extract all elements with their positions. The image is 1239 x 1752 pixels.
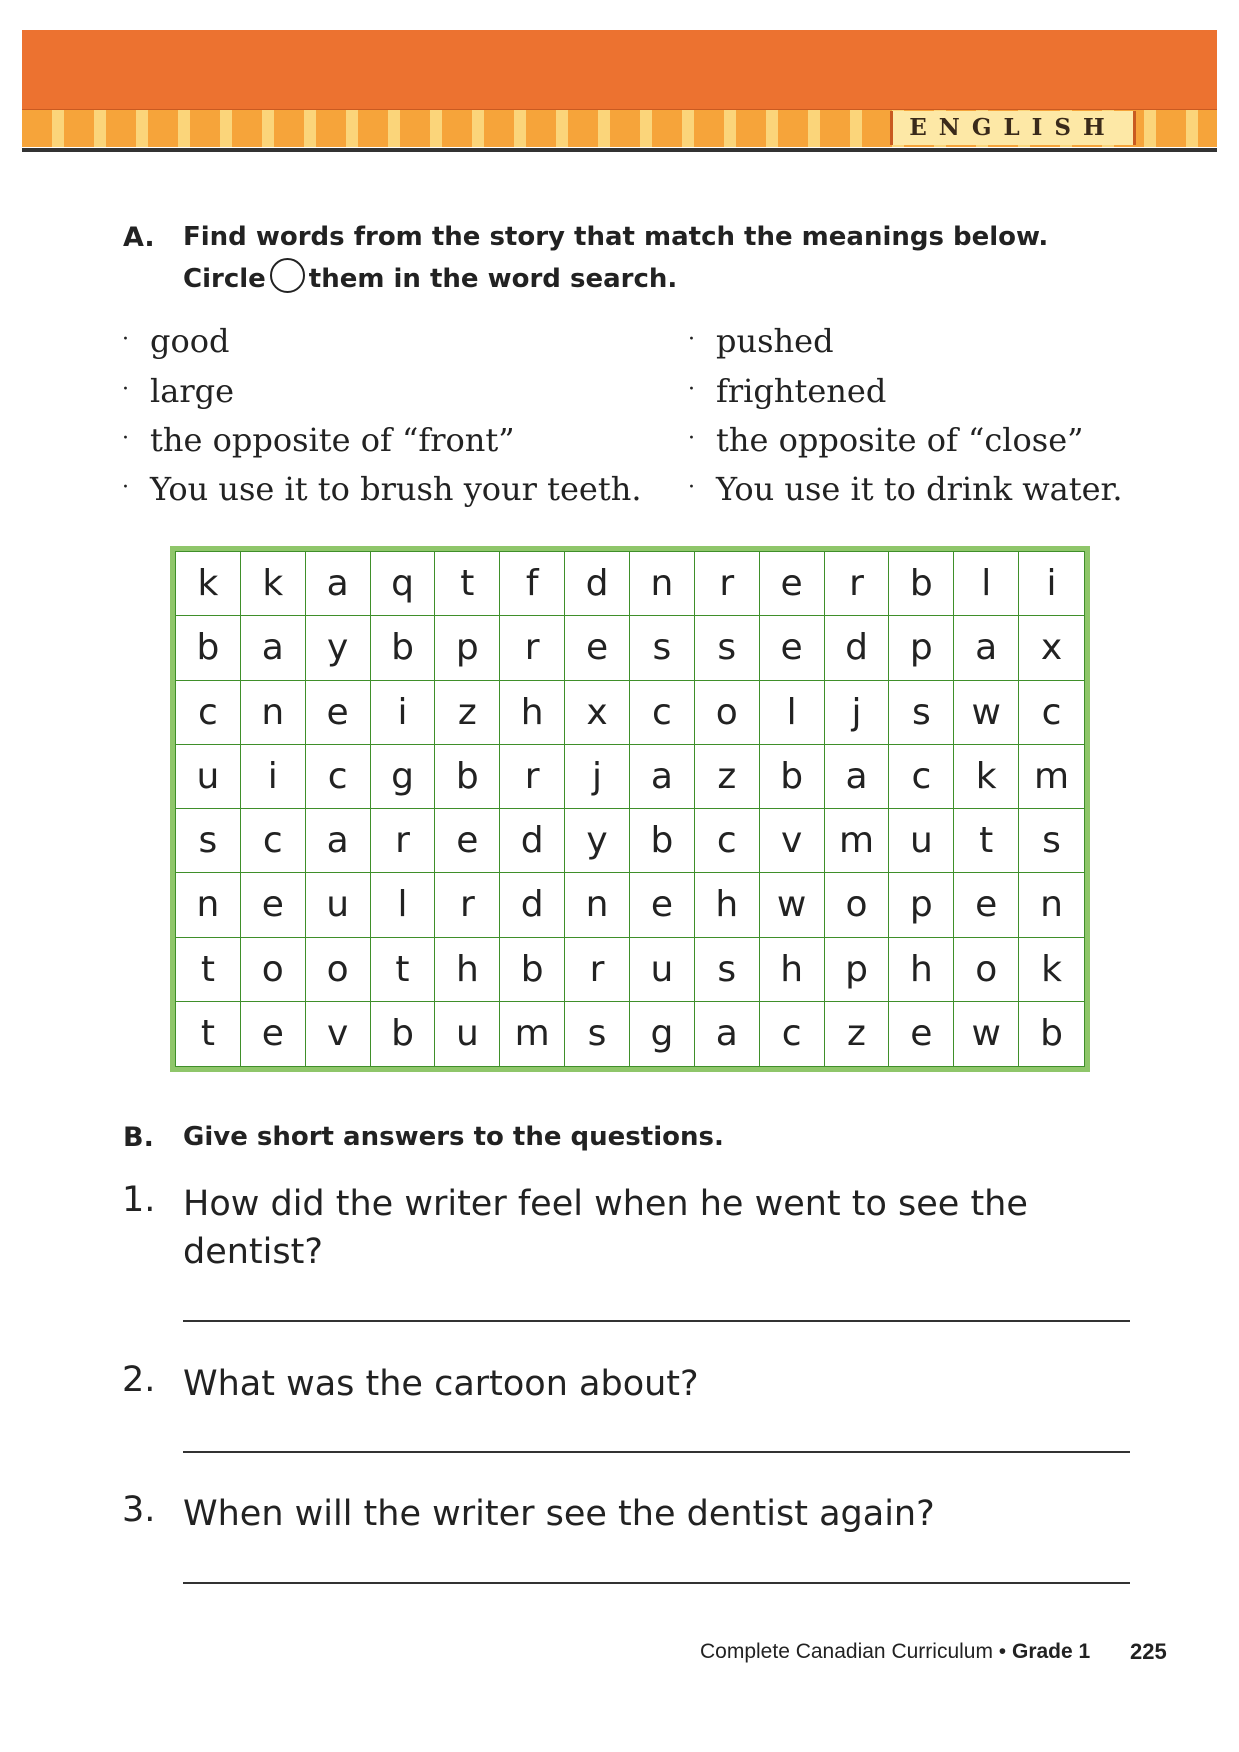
bullet-icon: · xyxy=(688,426,695,451)
grid-cell[interactable]: o xyxy=(306,938,371,1002)
grid-cell[interactable]: d xyxy=(565,552,630,616)
grid-cell[interactable]: k xyxy=(176,552,241,616)
grid-cell[interactable]: b xyxy=(760,745,825,809)
grid-cell[interactable]: p xyxy=(889,873,954,937)
clue-text: the opposite of “front” xyxy=(150,421,515,459)
grid-cell[interactable]: s xyxy=(695,938,760,1002)
grid-cell[interactable]: r xyxy=(825,552,890,616)
bullet-icon: · xyxy=(122,377,129,402)
grid-cell[interactable]: h xyxy=(500,681,565,745)
bullet-icon: · xyxy=(688,377,695,402)
grid-cell[interactable]: d xyxy=(825,616,890,680)
grid-cell[interactable]: r xyxy=(435,873,500,937)
grid-cell[interactable]: a xyxy=(630,745,695,809)
grid-cell[interactable]: n xyxy=(241,681,306,745)
grid-cell[interactable]: t xyxy=(371,938,436,1002)
bullet-icon: · xyxy=(688,475,695,500)
grid-cell[interactable]: u xyxy=(176,745,241,809)
grid-cell[interactable]: k xyxy=(954,745,1019,809)
grid-cell[interactable]: b xyxy=(176,616,241,680)
grid-cell[interactable]: r xyxy=(695,552,760,616)
clue-item xyxy=(122,372,234,410)
grid-cell[interactable]: s xyxy=(695,616,760,680)
section-a-letter: A. xyxy=(123,222,155,253)
grid-cell[interactable]: v xyxy=(760,809,825,873)
header-rule xyxy=(22,148,1217,152)
instruction-circle-word: Circle xyxy=(183,264,266,294)
grid-cell[interactable]: r xyxy=(500,745,565,809)
question-number: 1. xyxy=(122,1180,156,1220)
grid-cell[interactable]: v xyxy=(306,1002,371,1066)
grid-cell[interactable]: l xyxy=(954,552,1019,616)
grid-cell[interactable]: k xyxy=(241,552,306,616)
grid-cell[interactable]: o xyxy=(954,938,1019,1002)
section-b-instruction: Give short answers to the questions. xyxy=(183,1122,724,1152)
grid-cell[interactable]: n xyxy=(1019,873,1084,937)
circle-icon xyxy=(270,258,305,293)
word-search-grid xyxy=(175,551,1085,1067)
grid-cell[interactable]: w xyxy=(954,681,1019,745)
grid-cell[interactable]: n xyxy=(176,873,241,937)
grid-cell[interactable]: p xyxy=(889,616,954,680)
grid-cell[interactable]: t xyxy=(176,1002,241,1066)
grid-cell[interactable]: s xyxy=(565,1002,630,1066)
grid-cell[interactable]: c xyxy=(1019,681,1084,745)
grid-cell[interactable]: l xyxy=(760,681,825,745)
answer-line-2[interactable] xyxy=(183,1451,1130,1453)
grid-cell[interactable]: a xyxy=(954,616,1019,680)
grid-cell[interactable]: w xyxy=(760,873,825,937)
question-number: 3. xyxy=(122,1490,156,1530)
grid-cell[interactable]: e xyxy=(954,873,1019,937)
grid-cell[interactable]: t xyxy=(176,938,241,1002)
grid-cell[interactable]: l xyxy=(371,873,436,937)
grid-cell[interactable]: c xyxy=(306,745,371,809)
clue-text: You use it to brush your teeth. xyxy=(150,470,642,508)
clue-text: good xyxy=(150,322,230,360)
grid-cell[interactable]: k xyxy=(1019,938,1084,1002)
grid-cell[interactable]: s xyxy=(176,809,241,873)
grid-cell[interactable]: r xyxy=(565,938,630,1002)
grid-cell[interactable]: z xyxy=(695,745,760,809)
grid-cell[interactable]: m xyxy=(500,1002,565,1066)
grid-cell[interactable]: n xyxy=(565,873,630,937)
grid-cell[interactable]: b xyxy=(371,1002,436,1066)
grid-cell[interactable]: h xyxy=(695,873,760,937)
footer-grade: Grade 1 xyxy=(1012,1640,1091,1663)
grid-cell[interactable]: r xyxy=(500,616,565,680)
clue-item xyxy=(688,322,834,360)
clue-item xyxy=(688,372,886,410)
word-search-frame xyxy=(170,546,1090,1072)
grid-cell[interactable]: i xyxy=(1019,552,1084,616)
grid-cell[interactable]: f xyxy=(500,552,565,616)
grid-cell[interactable]: c xyxy=(176,681,241,745)
grid-cell[interactable]: q xyxy=(371,552,436,616)
grid-cell[interactable]: y xyxy=(565,809,630,873)
instruction-rest: them in the word search. xyxy=(308,264,678,294)
answer-line-1[interactable] xyxy=(183,1320,1130,1322)
grid-cell[interactable]: u xyxy=(435,1002,500,1066)
clue-item xyxy=(122,470,641,508)
grid-cell[interactable]: b xyxy=(500,938,565,1002)
grid-cell[interactable]: e xyxy=(241,1002,306,1066)
grid-cell[interactable]: b xyxy=(435,745,500,809)
grid-cell[interactable]: a xyxy=(241,616,306,680)
grid-cell[interactable]: w xyxy=(954,1002,1019,1066)
grid-cell[interactable]: i xyxy=(371,681,436,745)
grid-cell[interactable]: u xyxy=(630,938,695,1002)
grid-cell[interactable]: h xyxy=(435,938,500,1002)
bullet-icon: · xyxy=(122,475,129,500)
grid-cell[interactable]: m xyxy=(1019,745,1084,809)
grid-cell[interactable]: c xyxy=(630,681,695,745)
grid-cell[interactable]: e xyxy=(306,681,371,745)
question-number: 2. xyxy=(122,1360,156,1400)
grid-cell[interactable]: a xyxy=(306,809,371,873)
grid-cell[interactable]: e xyxy=(889,1002,954,1066)
grid-cell[interactable]: o xyxy=(241,938,306,1002)
grid-cell[interactable]: a xyxy=(825,745,890,809)
grid-cell[interactable]: u xyxy=(306,873,371,937)
grid-cell[interactable]: b xyxy=(371,616,436,680)
section-b-letter: B. xyxy=(123,1122,154,1153)
grid-cell[interactable]: r xyxy=(371,809,436,873)
grid-cell[interactable]: e xyxy=(630,873,695,937)
clue-item xyxy=(122,322,230,360)
grid-cell[interactable]: s xyxy=(630,616,695,680)
grid-cell[interactable]: c xyxy=(241,809,306,873)
grid-cell[interactable]: p xyxy=(825,938,890,1002)
grid-cell[interactable]: j xyxy=(565,745,630,809)
answer-line-3[interactable] xyxy=(183,1582,1130,1584)
grid-cell[interactable]: d xyxy=(500,809,565,873)
grid-cell[interactable]: s xyxy=(889,681,954,745)
bullet-icon: · xyxy=(122,327,129,352)
grid-cell[interactable]: s xyxy=(1019,809,1084,873)
header-banner xyxy=(22,30,1217,110)
subject-label: ENGLISH xyxy=(890,111,1136,145)
grid-cell[interactable]: e xyxy=(435,809,500,873)
grid-cell[interactable]: u xyxy=(889,809,954,873)
section-a-instruction-line2 xyxy=(183,258,677,294)
grid-cell[interactable]: j xyxy=(825,681,890,745)
bullet-icon: · xyxy=(122,426,129,451)
grid-cell[interactable]: c xyxy=(889,745,954,809)
page-number: 225 xyxy=(1130,1639,1167,1664)
grid-cell[interactable]: a xyxy=(306,552,371,616)
grid-cell[interactable]: o xyxy=(825,873,890,937)
grid-cell[interactable]: e xyxy=(241,873,306,937)
clue-item xyxy=(688,421,1083,459)
grid-cell[interactable]: g xyxy=(371,745,436,809)
grid-cell[interactable]: b xyxy=(630,809,695,873)
grid-cell[interactable]: e xyxy=(565,616,630,680)
bullet-icon: · xyxy=(688,327,695,352)
grid-cell[interactable]: i xyxy=(241,745,306,809)
question-text: What was the cartoon about? xyxy=(183,1364,699,1404)
section-a-instruction-line1: Find words from the story that match the meanings below. xyxy=(183,222,1049,252)
grid-cell[interactable]: b xyxy=(1040,1013,1063,1055)
grid-cell[interactable]: b xyxy=(889,552,954,616)
clue-text: the opposite of “close” xyxy=(716,421,1084,459)
grid-cell[interactable]: d xyxy=(500,873,565,937)
grid-cell[interactable]: p xyxy=(435,616,500,680)
grid-cell[interactable]: y xyxy=(306,616,371,680)
grid-cell[interactable]: c xyxy=(695,809,760,873)
clue-text: large xyxy=(150,372,235,410)
grid-cell[interactable]: z xyxy=(435,681,500,745)
footer-book: Complete Canadian Curriculum • xyxy=(700,1640,1007,1663)
grid-cell[interactable]: m xyxy=(825,809,890,873)
question-text: How did the writer feel when he went to see the dentist? xyxy=(183,1184,1028,1272)
grid-cell[interactable]: n xyxy=(630,552,695,616)
grid-cell[interactable]: c xyxy=(760,1002,825,1066)
grid-cell[interactable]: x xyxy=(1019,616,1084,680)
question-text: When will the writer see the dentist again? xyxy=(183,1494,935,1534)
clue-item xyxy=(688,470,1123,508)
grid-cell[interactable]: h xyxy=(760,938,825,1002)
grid-cell[interactable]: a xyxy=(695,1002,760,1066)
grid-cell[interactable]: t xyxy=(954,809,1019,873)
grid-cell[interactable]: e xyxy=(760,616,825,680)
grid-cell[interactable]: z xyxy=(825,1002,890,1066)
grid-cell[interactable]: o xyxy=(695,681,760,745)
grid-cell[interactable]: e xyxy=(760,552,825,616)
clue-text: frightened xyxy=(716,372,887,410)
clue-text: pushed xyxy=(716,322,834,360)
grid-cell[interactable]: x xyxy=(565,681,630,745)
footer-book-title xyxy=(700,1640,1090,1664)
clue-text: You use it to drink water. xyxy=(716,470,1123,508)
clue-item xyxy=(122,421,515,459)
grid-cell[interactable]: t xyxy=(435,552,500,616)
grid-cell[interactable]: g xyxy=(630,1002,695,1066)
grid-cell[interactable]: h xyxy=(889,938,954,1002)
